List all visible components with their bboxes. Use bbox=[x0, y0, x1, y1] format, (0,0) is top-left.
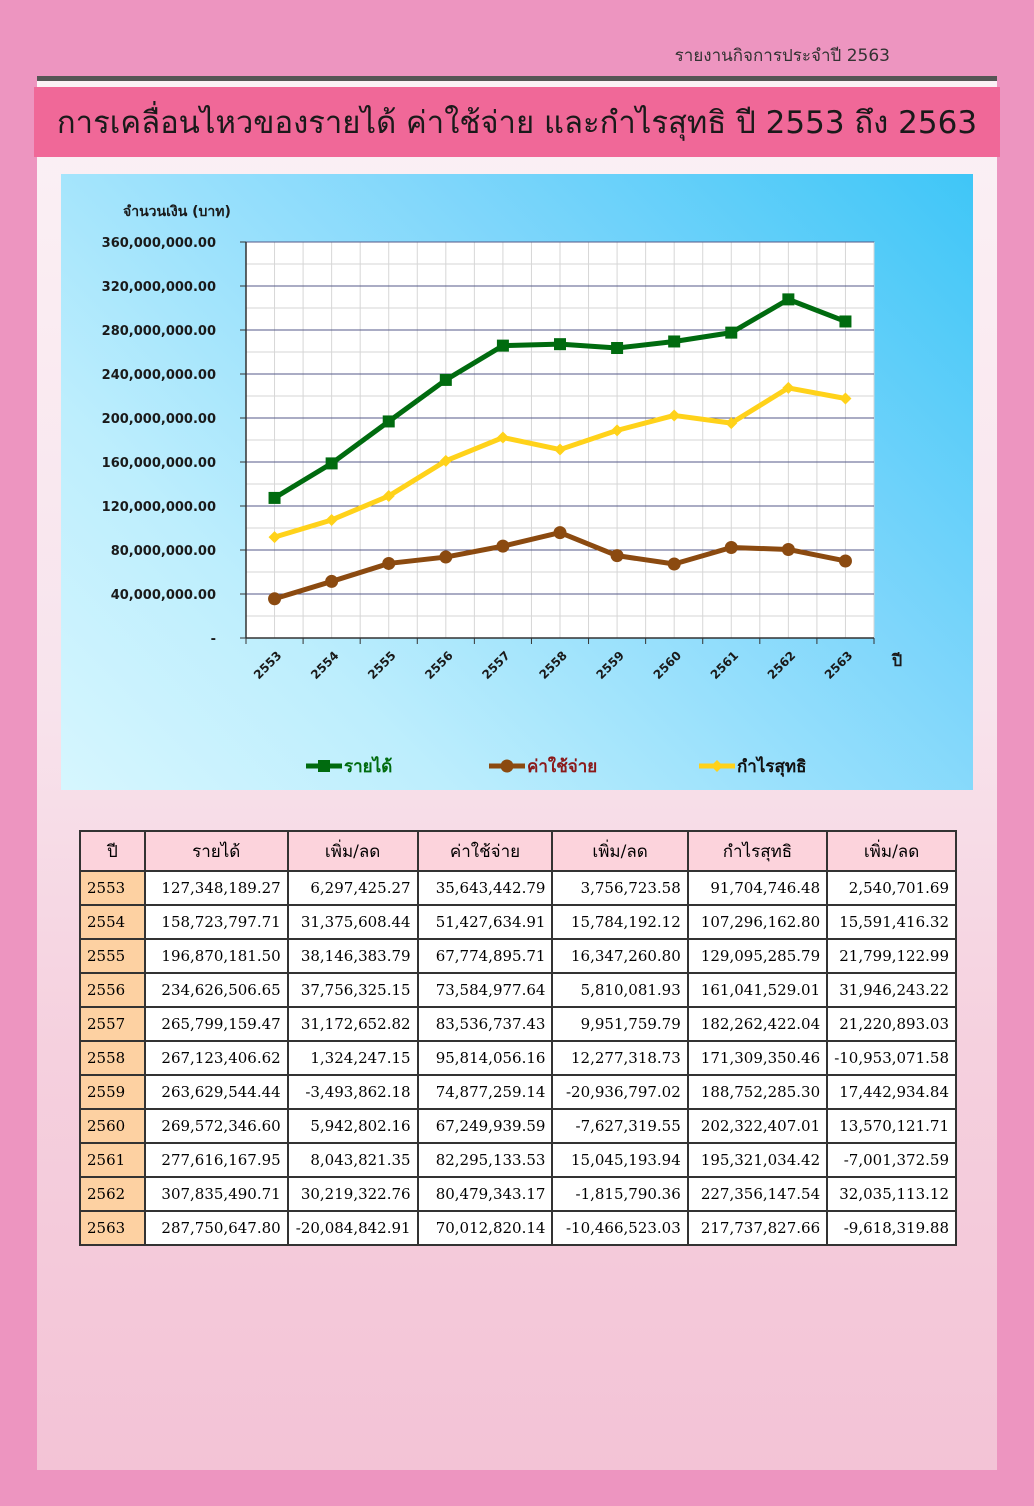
value-cell: -20,084,842.91 bbox=[288, 1211, 418, 1245]
year-cell: 2560 bbox=[80, 1109, 145, 1143]
y-tick-label: 120,000,000.00 bbox=[101, 500, 216, 515]
value-cell: 31,172,652.82 bbox=[288, 1007, 418, 1041]
value-cell: 37,756,325.15 bbox=[288, 973, 418, 1007]
value-cell: 15,591,416.32 bbox=[827, 905, 956, 939]
value-cell: 307,835,490.71 bbox=[145, 1177, 288, 1211]
value-cell: 8,043,821.35 bbox=[288, 1143, 418, 1177]
value-cell: 196,870,181.50 bbox=[145, 939, 288, 973]
value-cell: 74,877,259.14 bbox=[418, 1075, 553, 1109]
value-cell: 21,220,893.03 bbox=[827, 1007, 956, 1041]
table-body bbox=[80, 871, 956, 1245]
value-cell: 17,442,934.84 bbox=[827, 1075, 956, 1109]
x-tick-label: 2561 bbox=[707, 648, 742, 682]
table-row bbox=[80, 1109, 956, 1143]
value-cell: -10,953,071.58 bbox=[827, 1041, 956, 1075]
column-header: ค่าใช้จ่าย bbox=[418, 831, 553, 871]
y-tick-label: 200,000,000.00 bbox=[101, 412, 216, 427]
data-point bbox=[668, 335, 680, 347]
value-cell: 31,375,608.44 bbox=[288, 905, 418, 939]
value-cell: 127,348,189.27 bbox=[145, 871, 288, 905]
y-tick-label: 240,000,000.00 bbox=[101, 368, 216, 383]
value-cell: 67,249,939.59 bbox=[418, 1109, 553, 1143]
table-row bbox=[80, 973, 956, 1007]
data-point bbox=[782, 293, 794, 305]
column-header: กำไรสุทธิ bbox=[688, 831, 827, 871]
data-point bbox=[268, 592, 281, 605]
data-point bbox=[611, 549, 624, 562]
value-cell: 2,540,701.69 bbox=[827, 871, 956, 905]
data-point bbox=[668, 558, 681, 571]
x-tick-label: 2553 bbox=[250, 648, 285, 682]
y-tick-label: 280,000,000.00 bbox=[101, 324, 216, 339]
year-cell: 2563 bbox=[80, 1211, 145, 1245]
legend-marker bbox=[711, 760, 723, 772]
x-tick-label: 2557 bbox=[479, 648, 513, 682]
y-axis-title: จำนวนเงิน (บาท) bbox=[123, 204, 231, 220]
x-tick-label: 2560 bbox=[650, 648, 685, 682]
table-row bbox=[80, 1143, 956, 1177]
y-tick-label: 160,000,000.00 bbox=[101, 456, 216, 471]
data-point bbox=[554, 338, 566, 350]
value-cell: 51,427,634.91 bbox=[418, 905, 553, 939]
value-cell: 5,942,802.16 bbox=[288, 1109, 418, 1143]
legend-label: รายได้ bbox=[344, 757, 393, 777]
page-title: การเคลื่อนไหวของรายได้ ค่าใช้จ่าย และกำไรสุทธิ ปี 2553 ถึง 2563 bbox=[34, 87, 1000, 157]
value-cell: 269,572,346.60 bbox=[145, 1109, 288, 1143]
value-cell: -20,936,797.02 bbox=[552, 1075, 687, 1109]
column-header: เพิ่ม/ลด bbox=[288, 831, 418, 871]
y-tick-label: 40,000,000.00 bbox=[110, 588, 216, 603]
x-tick-label: 2558 bbox=[536, 648, 570, 682]
table-row bbox=[80, 871, 956, 905]
value-cell: 1,324,247.15 bbox=[288, 1041, 418, 1075]
value-cell: 15,045,193.94 bbox=[552, 1143, 687, 1177]
value-cell: 38,146,383.79 bbox=[288, 939, 418, 973]
value-cell: 83,536,737.43 bbox=[418, 1007, 553, 1041]
value-cell: 15,784,192.12 bbox=[552, 905, 687, 939]
y-tick-label: 360,000,000.00 bbox=[101, 236, 216, 251]
line-chart bbox=[61, 174, 973, 790]
column-header: รายได้ bbox=[145, 831, 288, 871]
year-cell: 2558 bbox=[80, 1041, 145, 1075]
value-cell: 6,297,425.27 bbox=[288, 871, 418, 905]
x-tick-label: 2556 bbox=[422, 648, 456, 682]
year-cell: 2553 bbox=[80, 871, 145, 905]
data-point bbox=[269, 492, 281, 504]
x-tick-label: 2555 bbox=[365, 648, 399, 682]
value-cell: 267,123,406.62 bbox=[145, 1041, 288, 1075]
data-point bbox=[325, 575, 338, 588]
value-cell: 202,322,407.01 bbox=[688, 1109, 827, 1143]
value-cell: -7,627,319.55 bbox=[552, 1109, 687, 1143]
data-point bbox=[440, 374, 452, 386]
legend-item bbox=[699, 756, 806, 777]
data-point bbox=[725, 327, 737, 339]
chart-container bbox=[61, 174, 973, 790]
value-cell: 182,262,422.04 bbox=[688, 1007, 827, 1041]
value-cell: 31,946,243.22 bbox=[827, 973, 956, 1007]
data-point bbox=[439, 551, 452, 564]
x-tick-label: 2563 bbox=[821, 648, 856, 682]
year-cell: 2559 bbox=[80, 1075, 145, 1109]
data-point bbox=[554, 526, 567, 539]
value-cell: -9,618,319.88 bbox=[827, 1211, 956, 1245]
value-cell: 35,643,442.79 bbox=[418, 871, 553, 905]
value-cell: 13,570,121.71 bbox=[827, 1109, 956, 1143]
table-row bbox=[80, 939, 956, 973]
header-rule bbox=[37, 76, 997, 81]
report-label: รายงานกิจการประจำปี 2563 bbox=[674, 46, 890, 66]
table-row bbox=[80, 905, 956, 939]
value-cell: 161,041,529.01 bbox=[688, 973, 827, 1007]
column-header: เพิ่ม/ลด bbox=[552, 831, 687, 871]
value-cell: 5,810,081.93 bbox=[552, 973, 687, 1007]
legend-item bbox=[306, 756, 392, 777]
value-cell: 67,774,895.71 bbox=[418, 939, 553, 973]
x-tick-label: 2559 bbox=[593, 648, 628, 682]
legend-label: ค่าใช้จ่าย bbox=[527, 757, 598, 777]
value-cell: 195,321,034.42 bbox=[688, 1143, 827, 1177]
value-cell: 82,295,133.53 bbox=[418, 1143, 553, 1177]
data-point bbox=[383, 415, 395, 427]
table-row bbox=[80, 1007, 956, 1041]
value-cell: 158,723,797.71 bbox=[145, 905, 288, 939]
data-point bbox=[782, 543, 795, 556]
data-point bbox=[611, 342, 623, 354]
x-tick-label: 2554 bbox=[308, 648, 342, 682]
data-point bbox=[497, 340, 509, 352]
data-point bbox=[725, 541, 738, 554]
x-axis-title: ปี bbox=[892, 651, 903, 670]
year-cell: 2554 bbox=[80, 905, 145, 939]
value-cell: 171,309,350.46 bbox=[688, 1041, 827, 1075]
x-tick-label: 2562 bbox=[764, 648, 799, 682]
y-tick-label: - bbox=[210, 632, 216, 647]
data-point bbox=[839, 315, 851, 327]
table-header-row bbox=[80, 831, 956, 871]
y-tick-label: 320,000,000.00 bbox=[101, 280, 216, 295]
value-cell: -7,001,372.59 bbox=[827, 1143, 956, 1177]
table-row bbox=[80, 1041, 956, 1075]
value-cell: 188,752,285.30 bbox=[688, 1075, 827, 1109]
year-cell: 2556 bbox=[80, 973, 145, 1007]
value-cell: 129,095,285.79 bbox=[688, 939, 827, 973]
data-point bbox=[326, 457, 338, 469]
value-cell: 73,584,977.64 bbox=[418, 973, 553, 1007]
value-cell: 107,296,162.80 bbox=[688, 905, 827, 939]
value-cell: 21,799,122.99 bbox=[827, 939, 956, 973]
year-cell: 2557 bbox=[80, 1007, 145, 1041]
value-cell: -1,815,790.36 bbox=[552, 1177, 687, 1211]
year-cell: 2561 bbox=[80, 1143, 145, 1177]
data-point bbox=[496, 540, 509, 553]
value-cell: -3,493,862.18 bbox=[288, 1075, 418, 1109]
value-cell: 16,347,260.80 bbox=[552, 939, 687, 973]
table-row bbox=[80, 1075, 956, 1109]
value-cell: 32,035,113.12 bbox=[827, 1177, 956, 1211]
value-cell: 12,277,318.73 bbox=[552, 1041, 687, 1075]
data-point bbox=[382, 557, 395, 570]
value-cell: 287,750,647.80 bbox=[145, 1211, 288, 1245]
year-cell: 2562 bbox=[80, 1177, 145, 1211]
value-cell: 234,626,506.65 bbox=[145, 973, 288, 1007]
value-cell: 30,219,322.76 bbox=[288, 1177, 418, 1211]
value-cell: 9,951,759.79 bbox=[552, 1007, 687, 1041]
value-cell: 263,629,544.44 bbox=[145, 1075, 288, 1109]
legend-marker bbox=[501, 760, 514, 773]
legend-label: กำไรสุทธิ bbox=[737, 757, 807, 777]
value-cell: 95,814,056.16 bbox=[418, 1041, 553, 1075]
year-cell: 2555 bbox=[80, 939, 145, 973]
value-cell: -10,466,523.03 bbox=[552, 1211, 687, 1245]
value-cell: 265,799,159.47 bbox=[145, 1007, 288, 1041]
value-cell: 277,616,167.95 bbox=[145, 1143, 288, 1177]
y-tick-label: 80,000,000.00 bbox=[110, 544, 216, 559]
column-header: ปี bbox=[80, 831, 145, 871]
table-row bbox=[80, 1211, 956, 1245]
value-cell: 217,737,827.66 bbox=[688, 1211, 827, 1245]
value-cell: 227,356,147.54 bbox=[688, 1177, 827, 1211]
table-row bbox=[80, 1177, 956, 1211]
legend-item bbox=[489, 756, 597, 777]
value-cell: 91,704,746.48 bbox=[688, 871, 827, 905]
value-cell: 70,012,820.14 bbox=[418, 1211, 553, 1245]
legend-marker bbox=[318, 760, 330, 772]
column-header: เพิ่ม/ลด bbox=[827, 831, 956, 871]
value-cell: 3,756,723.58 bbox=[552, 871, 687, 905]
financial-table bbox=[79, 830, 957, 1246]
value-cell: 80,479,343.17 bbox=[418, 1177, 553, 1211]
data-point bbox=[839, 554, 852, 567]
